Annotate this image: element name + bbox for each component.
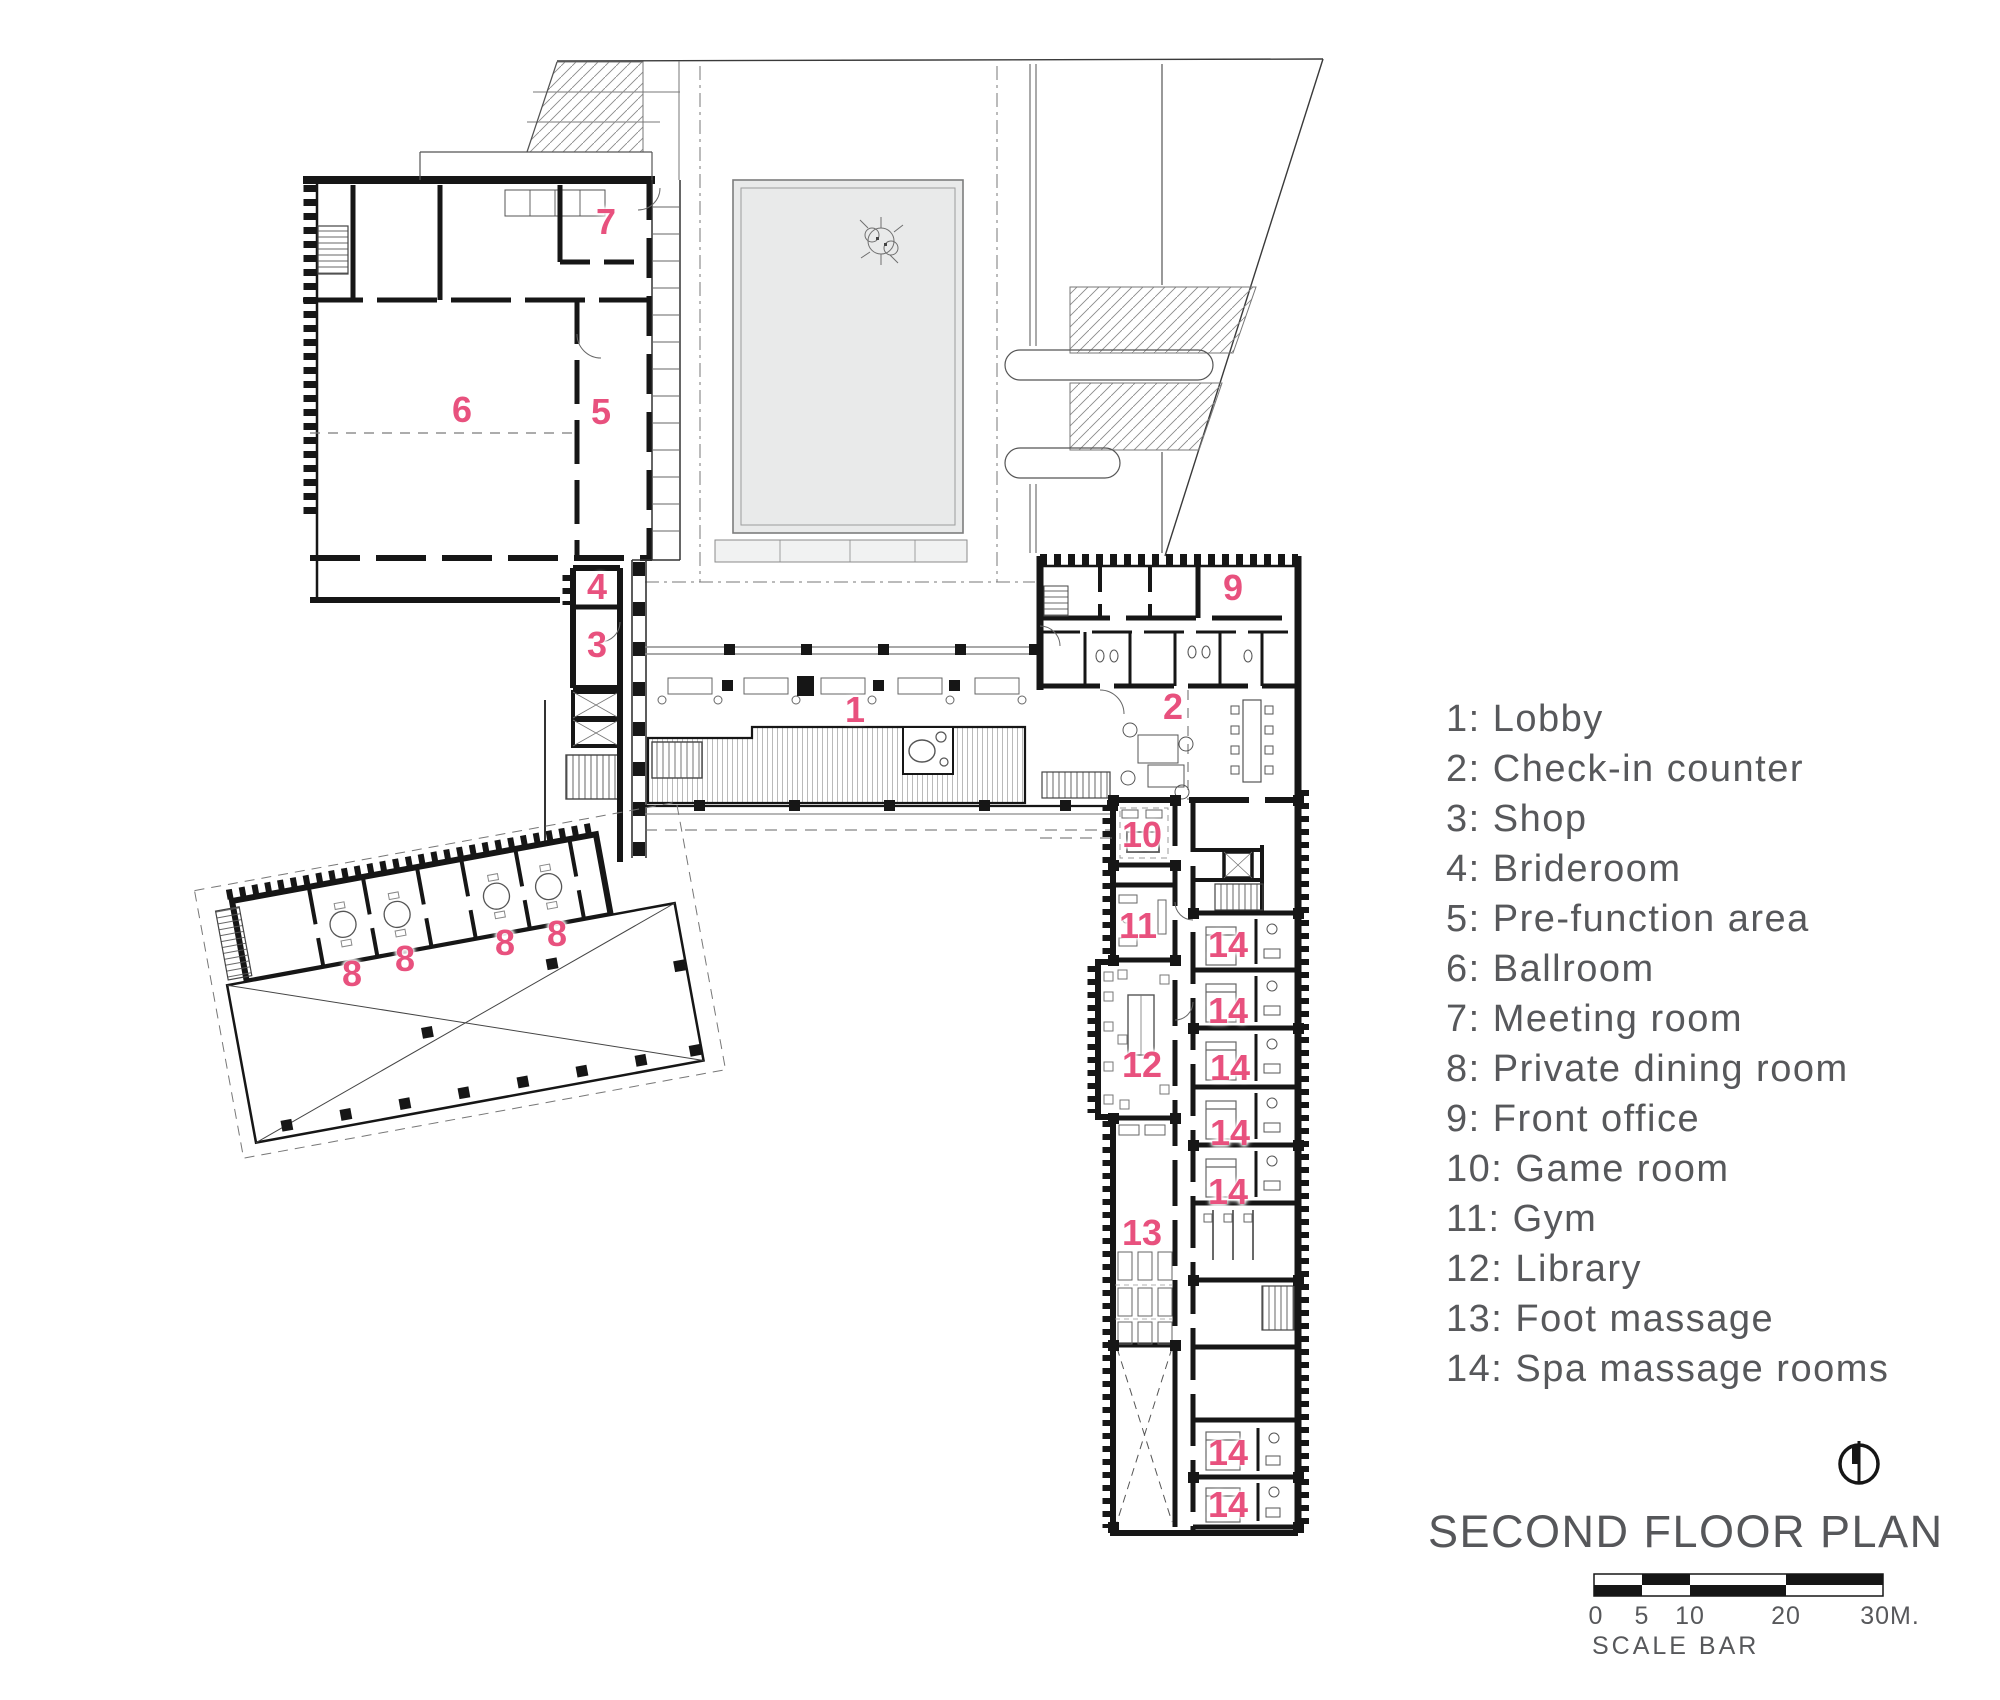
legend-item-5: 5: Pre-function area	[1446, 898, 1810, 940]
scale-bar	[1594, 1574, 1883, 1596]
room-label-meeting: 7	[595, 201, 617, 242]
scale-tick-10: 10	[1675, 1602, 1705, 1630]
room-label-spa-3: 14	[1209, 1047, 1251, 1088]
room-label-gameroom: 10	[1121, 814, 1163, 855]
room-label-dining-4: 8	[546, 913, 568, 954]
legend-item-4: 4: Brideroom	[1446, 848, 1682, 890]
legend-item-8: 8: Private dining room	[1446, 1048, 1849, 1090]
scale-tick-0: 0	[1588, 1602, 1604, 1630]
north-arrow-icon	[1840, 1441, 1878, 1484]
room-label-ballroom: 6	[451, 389, 473, 430]
scale-tick-5: 5	[1634, 1602, 1650, 1630]
room-label-spa-6: 14	[1207, 1432, 1249, 1473]
room-label-frontoffice: 9	[1222, 567, 1244, 608]
legend-item-12: 12: Library	[1446, 1248, 1643, 1290]
room-label-spa-2: 14	[1207, 990, 1249, 1031]
room-label-spa-4: 14	[1209, 1112, 1251, 1153]
legend-item-9: 9: Front office	[1446, 1098, 1701, 1140]
scale-tick-30: 30M.	[1860, 1602, 1920, 1630]
scale-bar-caption: SCALE BAR	[1592, 1632, 1760, 1660]
room-label-dining-1: 8	[341, 953, 363, 994]
page-title: SECOND FLOOR PLAN	[1428, 1506, 1944, 1557]
room-label-gym: 11	[1118, 905, 1158, 946]
room-label-checkin: 2	[1162, 686, 1184, 727]
room-label-brideroom: 4	[586, 566, 608, 607]
west-colonnade	[632, 560, 680, 858]
room-label-dining-3: 8	[494, 922, 516, 963]
legend-item-13: 13: Foot massage	[1446, 1298, 1775, 1340]
scale-tick-20: 20	[1771, 1602, 1801, 1630]
room-label-lobby: 1	[844, 689, 866, 730]
room-label-dining-2: 8	[394, 938, 416, 979]
legend-item-7: 7: Meeting room	[1446, 998, 1744, 1040]
lobby	[645, 644, 1118, 830]
room-label-library: 12	[1121, 1044, 1163, 1085]
courtyard-pool	[645, 66, 1035, 582]
spa-wing	[1040, 795, 1304, 1533]
legend-item-1: 1: Lobby	[1446, 698, 1604, 740]
legend-item-14: 14: Spa massage rooms	[1446, 1348, 1890, 1390]
room-label-spa-5: 14	[1207, 1171, 1249, 1212]
room-label-spa-1: 14	[1207, 924, 1249, 965]
legend-item-2: 2: Check-in counter	[1446, 748, 1804, 790]
legend-item-3: 3: Shop	[1446, 798, 1588, 840]
legend-item-11: 11: Gym	[1446, 1198, 1598, 1240]
legend-item-10: 10: Game room	[1446, 1148, 1730, 1190]
room-label-spa-7: 14	[1207, 1484, 1249, 1525]
ballroom-wing	[303, 152, 680, 600]
room-label-footmassage: 13	[1121, 1212, 1163, 1253]
legend-item-6: 6: Ballroom	[1446, 948, 1655, 990]
northeast-ramp-hatch	[1005, 64, 1256, 553]
northwest-ramp-hatch	[527, 62, 643, 152]
legend	[1446, 694, 1889, 1394]
room-label-prefunction: 5	[590, 391, 612, 432]
room-label-shop: 3	[586, 624, 608, 665]
